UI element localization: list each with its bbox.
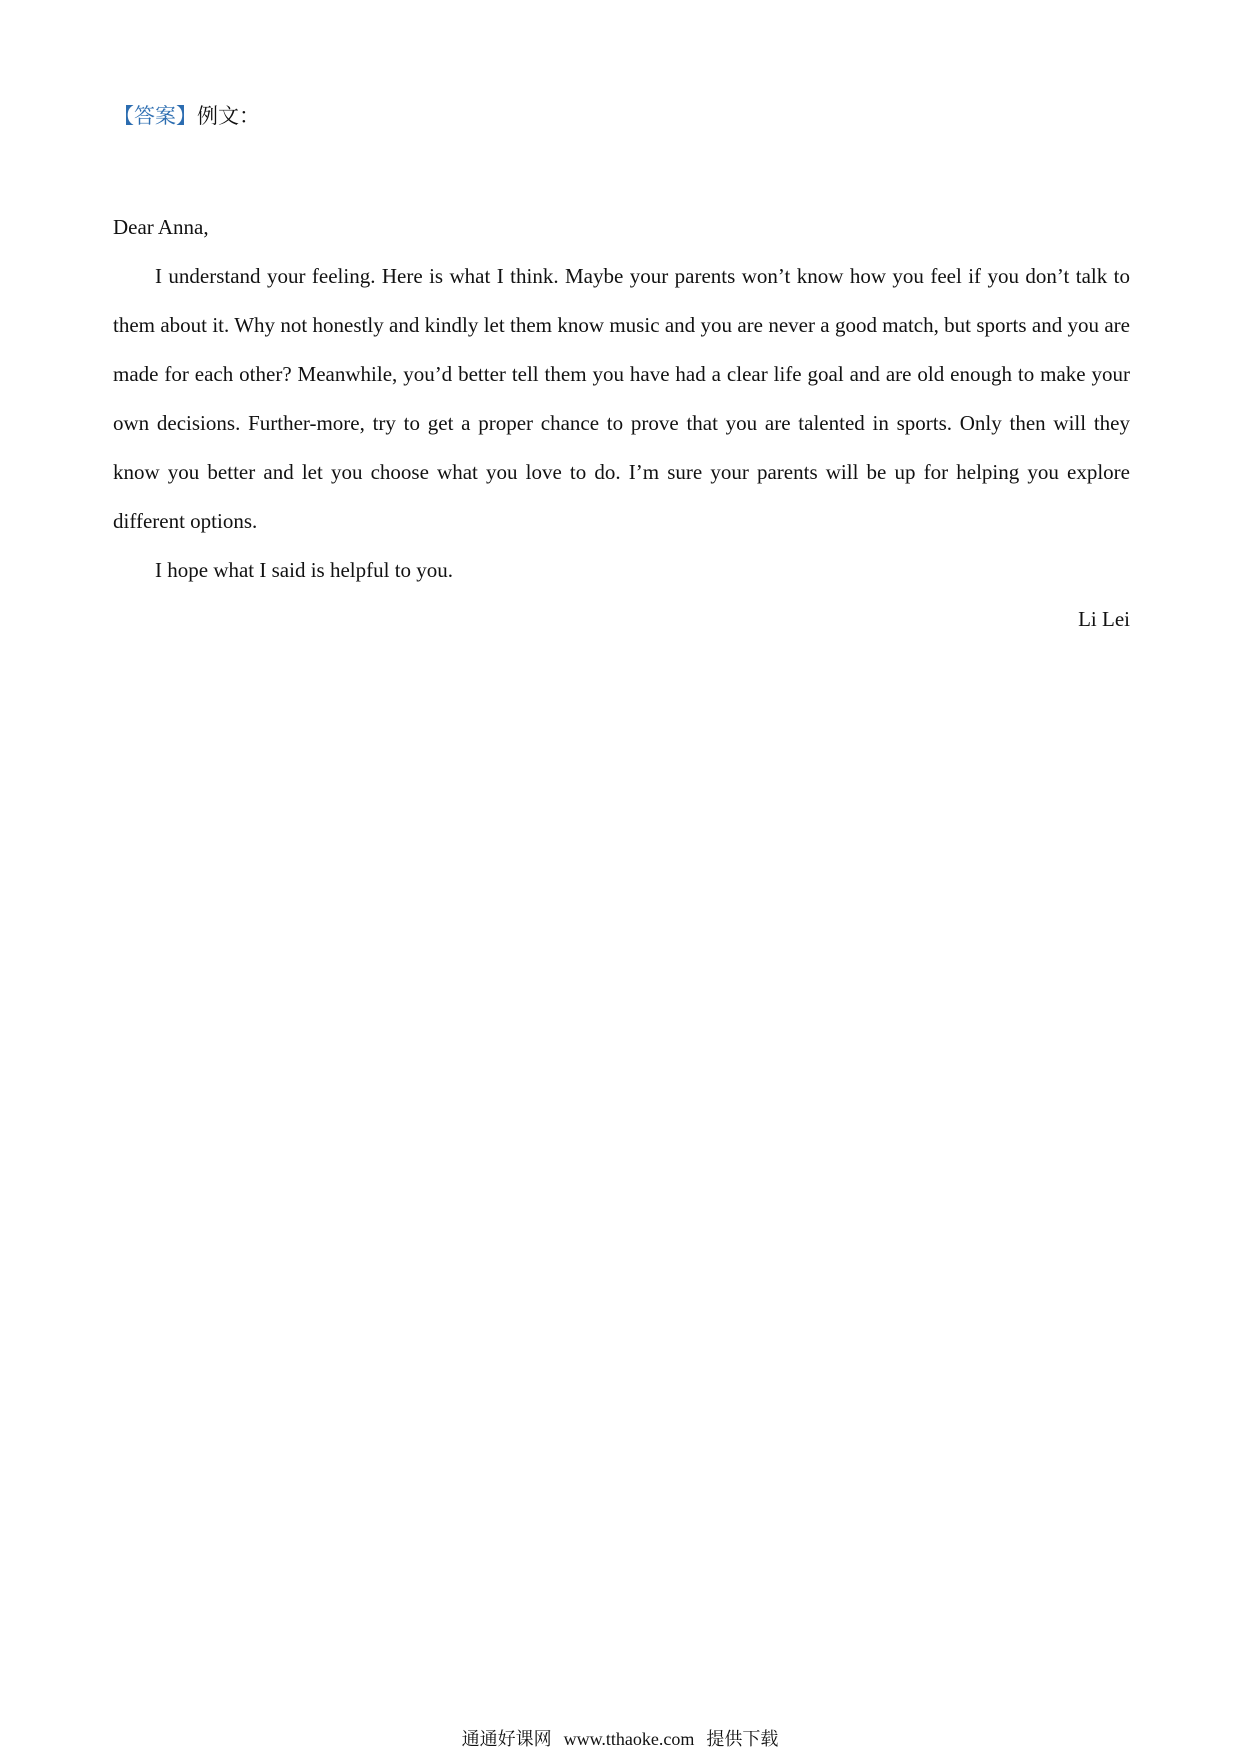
footer-suffix: 提供下载: [706, 1729, 779, 1749]
footer-url[interactable]: www.tthaoke.com: [563, 1729, 695, 1749]
footer-site-name: 通通好课网: [461, 1729, 552, 1749]
letter-body-paragraph: I understand your feeling. Here is what I think. Maybe your parents won’t know how you feel if you don’t talk to them about it. Why not honestly and kindly let them know music and you are never a good match, but sports and you are made for each other? Meanwhile, you’d better tell them you have had a clear life goal and are old enough to make your own decisions. Further-more, try to get a proper chance to prove that you are talented in sports. Only then will they know you better and let you choose what you love to do. I’m sure your parents will be up for helping you explore different options.: [113, 264, 1130, 533]
page-footer: [0, 1727, 1240, 1751]
letter-salutation: Dear Anna,: [113, 215, 209, 239]
sample-letter: [113, 203, 1130, 644]
letter-closing-paragraph: I hope what I said is helpful to you.: [155, 558, 454, 582]
answer-label: 例文：: [197, 104, 260, 128]
answer-heading: [113, 102, 260, 130]
letter-signature: Li Lei: [1078, 607, 1130, 631]
answer-tag: 【答案】: [113, 104, 197, 128]
